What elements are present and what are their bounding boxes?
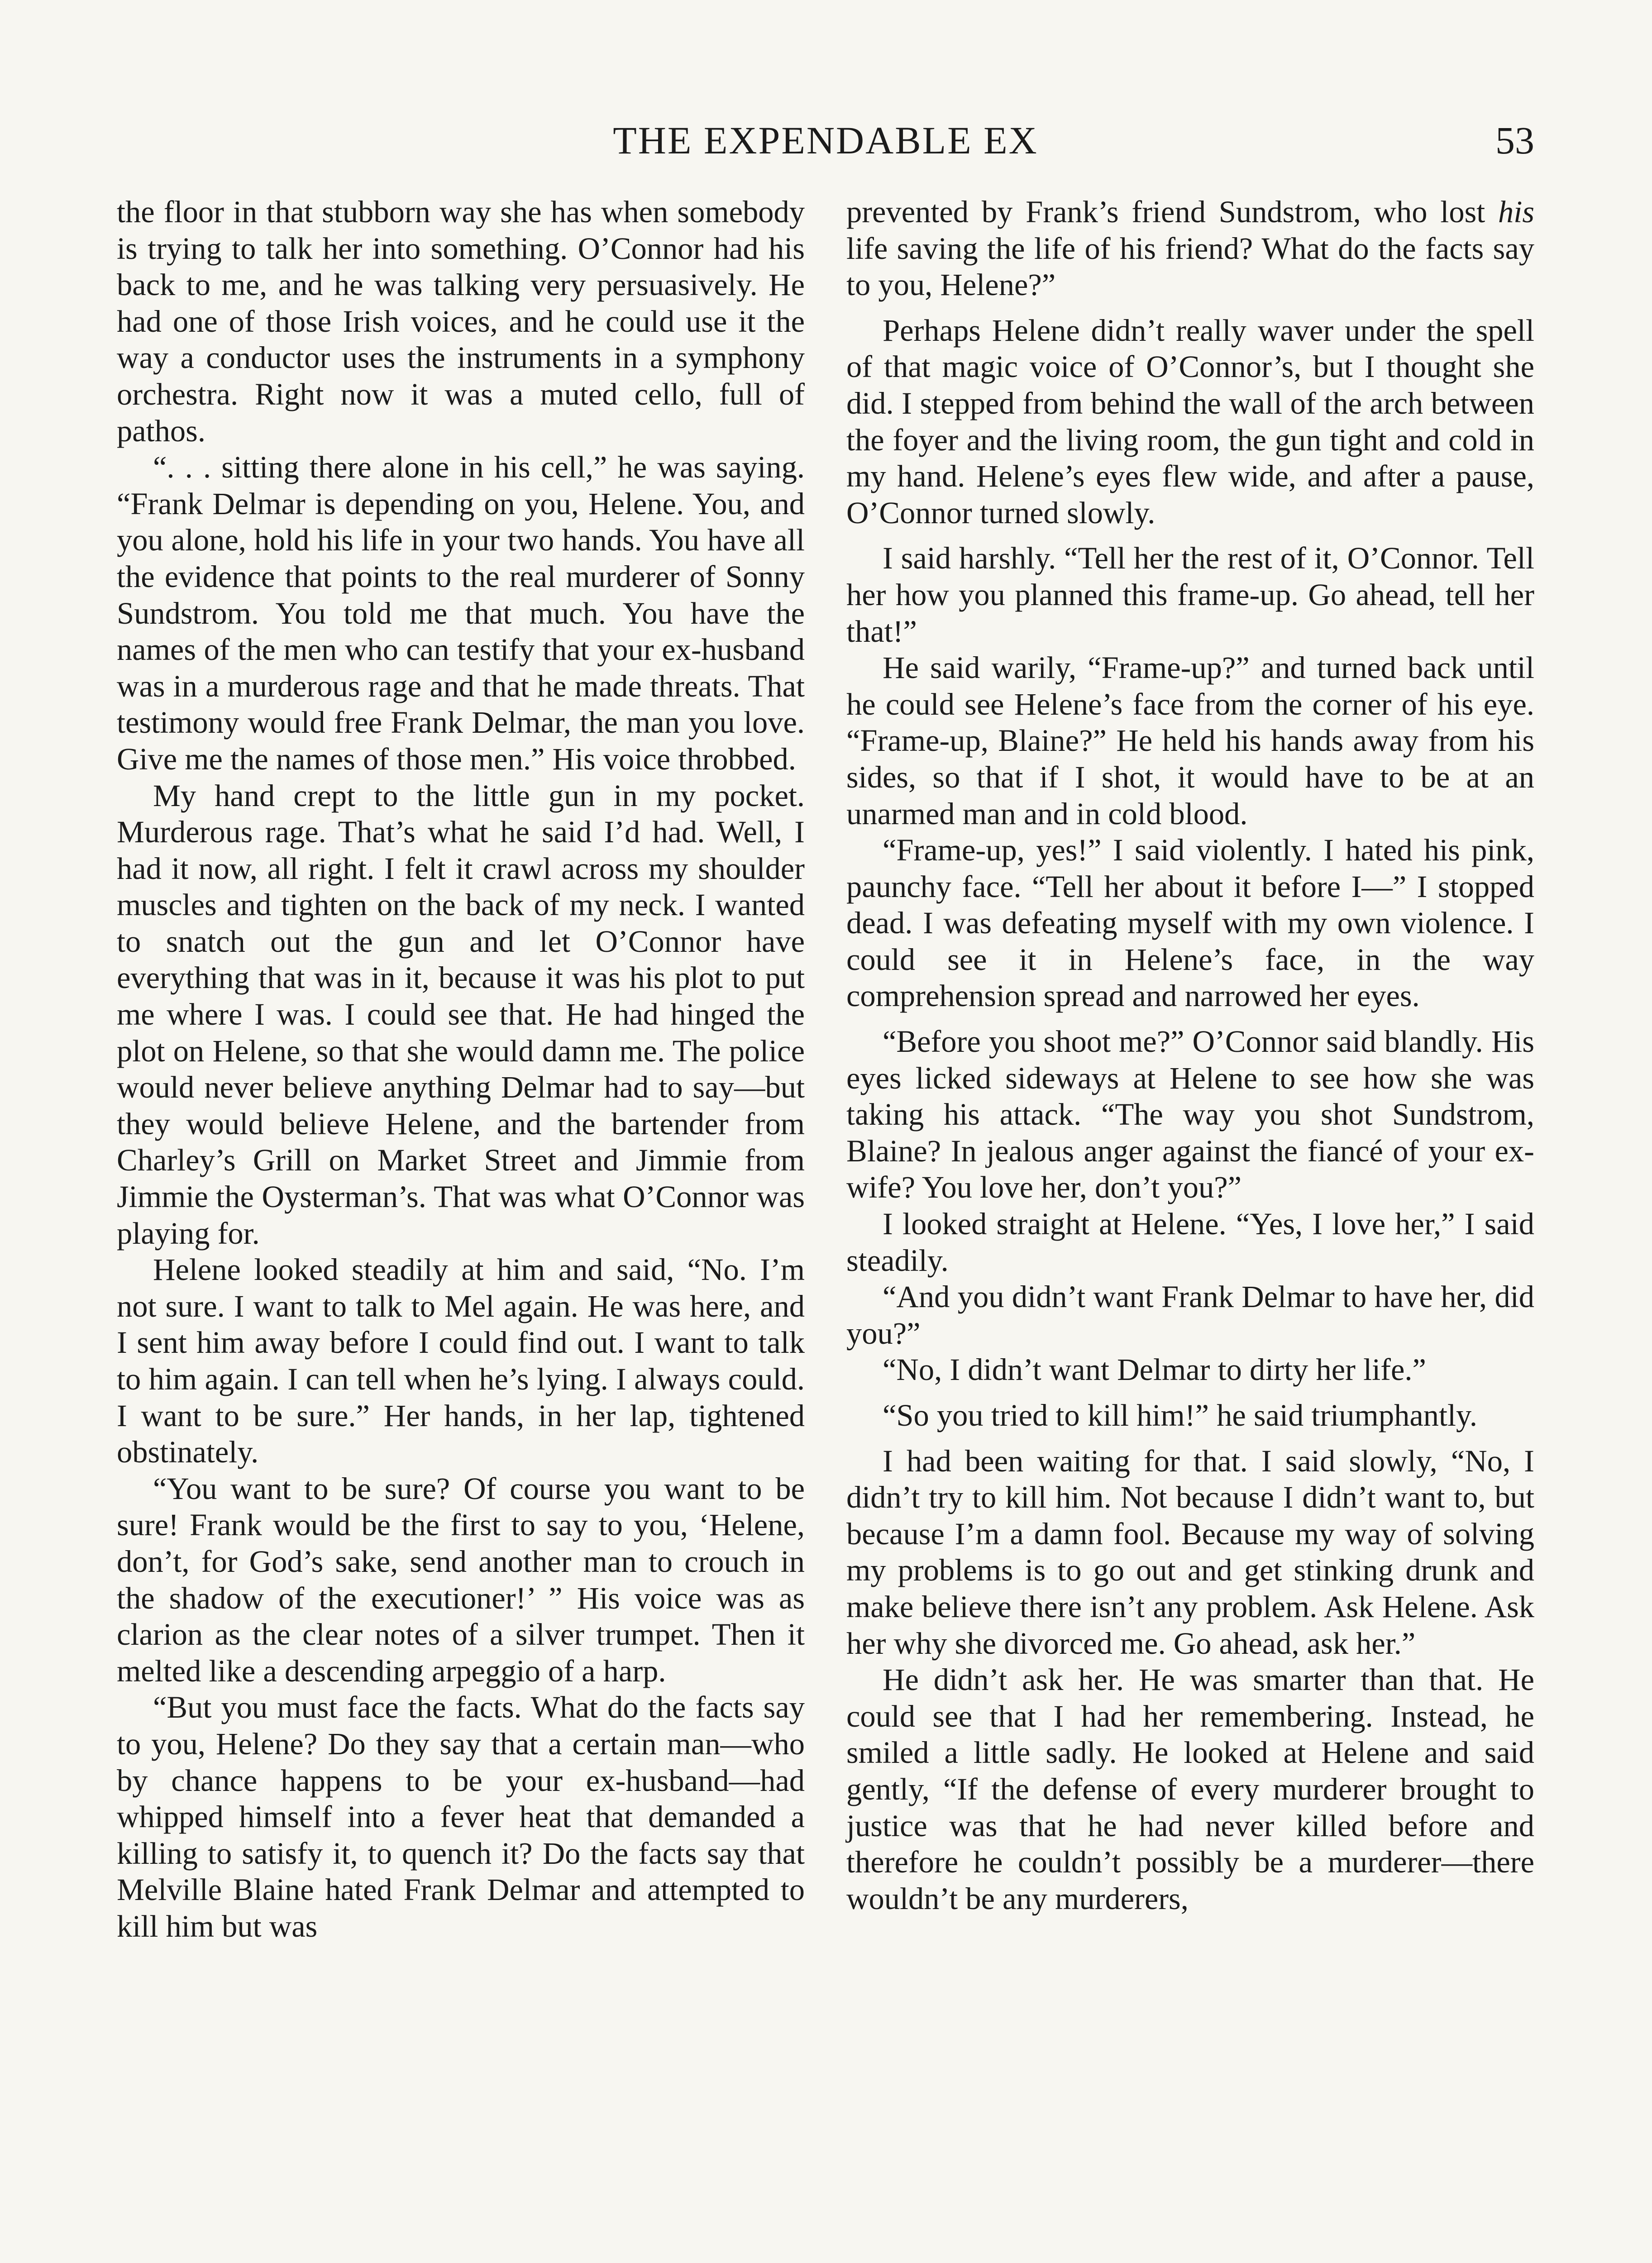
paragraph: “So you tried to kill him!” he said triumphantly. bbox=[883, 1398, 1477, 1432]
paragraph: “And you didn’t want Frank Delmar to have her, did you?” bbox=[846, 1280, 1534, 1351]
paragraph bbox=[846, 194, 1534, 303]
paragraph: I said harshly. “Tell her the rest of it, O’Connor. Tell her how you planned this frame-up. Go ahead, tell her that!” bbox=[846, 541, 1534, 649]
paragraph: “But you must face the facts. What do the facts say to you, Helene? Do they say that a certain man—who by chance happens to be your ex-husband—had whipped himself into a fever heat that demanded a killing to satisfy it, to quench it? Do the facts say that Melville Blaine hated Frank Delmar and attempted to kill him but was bbox=[117, 1690, 805, 1943]
paragraph: He didn’t ask her. He was smarter than that. He could see that I had her remembering. Instead, he smiled a little sadly. He looked at Helene and said gently, “If the defense of every murderer brought to justice was that he had never killed before and therefore he couldn’t possibly be a murderer—there wouldn’t be any murderers, bbox=[846, 1662, 1534, 1916]
running-head bbox=[117, 115, 1534, 165]
paragraph: the floor in that stubborn way she has when somebody is trying to talk her into something. O’Connor had his back to me, and he was talking very persuasively. He had one of those Irish voices, and he could use it the way a conductor uses the instruments in a symphony orchestra. Right now it was a muted cello, full of pathos. bbox=[117, 195, 805, 448]
right-column bbox=[846, 194, 1534, 1917]
paragraph: Helene looked steadily at him and said, “No. I’m not sure. I want to talk to Mel again. He was here, and I sent him away before I could find out. I want to talk to him again. I can tell when he’s lying. I always could. I want to be sure.” Her hands, in her lap, tightened obstinately. bbox=[117, 1252, 805, 1470]
page-number: 53 bbox=[1495, 119, 1534, 162]
paragraph: “No, I didn’t want Delmar to dirty her life.” bbox=[883, 1352, 1426, 1387]
paragraph: I looked straight at Helene. “Yes, I love her,” I said steadily. bbox=[846, 1207, 1534, 1278]
running-title: THE EXPENDABLE EX bbox=[613, 119, 1038, 162]
paragraph: “Frame-up, yes!” I said violently. I hated his pink, paunchy face. “Tell her about it before I—” I stopped dead. I was defeating myself with my own violence. I could see it in Helene’s face, in the way comprehension spread and narrowed her eyes. bbox=[846, 833, 1534, 1013]
paragraph: He said warily, “Frame-up?” and turned back until he could see Helene’s face from the corner of his eye. “Frame-up, Blaine?” He held his hands away from his sides, so that if I shot, it would have to be at an unarmed man and in cold blood. bbox=[846, 650, 1534, 831]
italic-word: his bbox=[1498, 195, 1534, 229]
paragraph: “. . . sitting there alone in his cell,” he was saying. “Frank Delmar is depending on you, Helene. You, and you alone, hold his life in your two hands. You have all the evidence that points to the real murderer of Sonny Sundstrom. You told me that much. You have the names of the men who can testify that your ex-husband was in a murderous rage and that he made threats. That testimony would free Frank Delmar, the man you love. Give me the names of those men.” His voice throbbed. bbox=[117, 450, 805, 776]
text-run: life saving the life of his friend? What do the facts say to you, Helene?” bbox=[846, 231, 1534, 302]
paragraph: “You want to be sure? Of course you want to be sure! Frank would be the first to say to you, ‘Helene, don’t, for God’s sake, send another man to crouch in the shadow of the executioner!’ ” His voice was as clarion as the clear notes of a silver trumpet. Then it melted like a descending arpeggio of a harp. bbox=[117, 1471, 805, 1688]
paragraph: I had been waiting for that. I said slowly, “No, I didn’t try to kill him. Not because I didn’t want to, but because I’m a damn fool. Because my way of solving my problems is to go out and get stinking drunk and make believe there isn’t any problem. Ask Helene. Ask her why she divorced me. Go ahead, ask her.” bbox=[846, 1443, 1534, 1661]
paragraph: My hand crept to the little gun in my pocket. Murderous rage. That’s what he said I’d had. Well, I had it now, all right. I felt it crawl across my shoulder muscles and tighten on the back of my neck. I wanted to snatch out the gun and let O’Connor have everything that was in it, because it was his plot to put me where I was. I could see that. He had hinged the plot on Helene, so that she would damn me. The police would never believe anything Delmar had to say—but they would believe Helene, and the bartender from Charley’s Grill on Market Street and Jimmie from Jimmie the Oysterman’s. That was what O’Connor was playing for. bbox=[117, 778, 805, 1251]
paragraph: “Before you shoot me?” O’Connor said blandly. His eyes licked sideways at Helene to see how she was taking his attack. “The way you shot Sundstrom, Blaine? In jealous anger against the fiancé of your ex-wife? You love her, don’t you?” bbox=[846, 1024, 1534, 1205]
left-column bbox=[117, 194, 805, 1945]
paragraph: Perhaps Helene didn’t really waver under the spell of that magic voice of O’Connor’s, but I thought she did. I stepped from behind the wall of the arch between the foyer and the living room, the gun tight and cold in my hand. Helene’s eyes flew wide, and after a pause, O’Connor turned slowly. bbox=[846, 313, 1534, 530]
text-run: prevented by Frank’s friend Sundstrom, who lost bbox=[846, 195, 1499, 229]
